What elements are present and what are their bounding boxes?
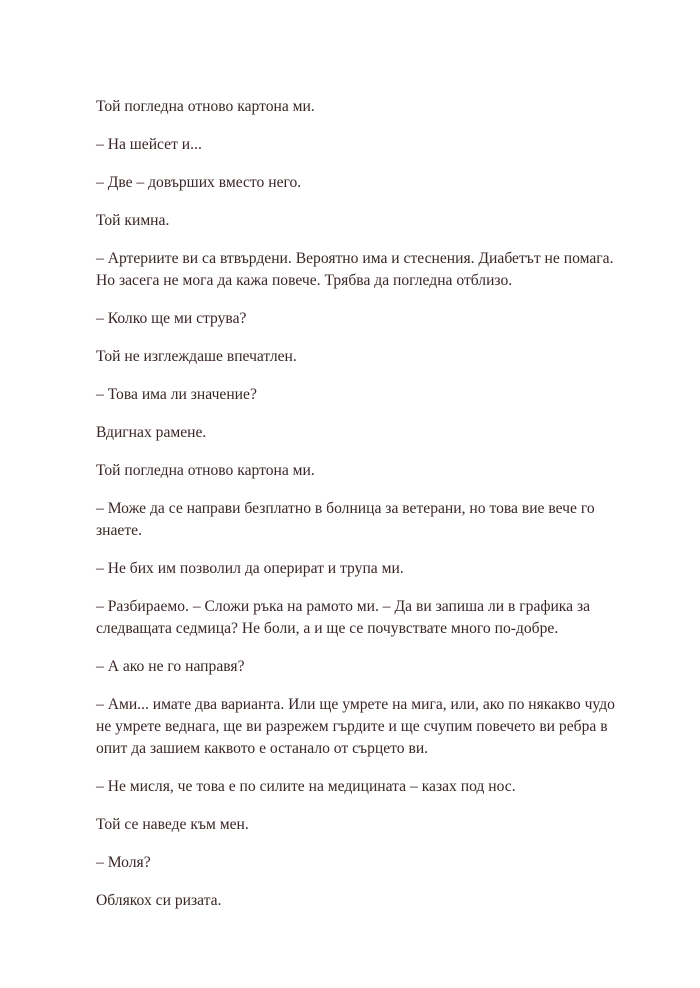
- paragraph: – Моля?: [96, 854, 151, 871]
- paragraph: – Не мисля, че това е по силите на медицината – казах под нос.: [96, 778, 516, 795]
- paragraph: – Две – довърших вместо него.: [96, 174, 302, 191]
- paragraph: – Колко ще ми струва?: [96, 310, 247, 327]
- paragraph: – Това има ли значение?: [96, 386, 257, 403]
- page-text: [96, 96, 616, 928]
- paragraph: – Разбираемо. – Сложи ръка на рамото ми. – Да ви запиша ли в графика за следващата седмица? Не боли, а и ще се почувствате много по-добре.: [96, 598, 591, 637]
- paragraph: – Може да се направи безплатно в болница за ветерани, но това вие вече го знаете.: [96, 500, 595, 539]
- paragraph: Той погледна отново картона ми.: [96, 462, 315, 479]
- paragraph: – На шейсет и...: [96, 136, 202, 153]
- paragraph: – А ако не го направя?: [96, 658, 245, 675]
- paragraph: Той погледна отново картона ми.: [96, 98, 315, 115]
- paragraph: Вдигнах рамене.: [96, 424, 207, 441]
- paragraph: Той не изглеждаше впечатлен.: [96, 348, 297, 365]
- paragraph: – Ами... имате два варианта. Или ще умрете на мига, или, ако по някакво чудо не умрете веднага, ще ви разрежем гърдите и ще счупим повечето ви ребра в опит да зашием каквото е останало от сърцето ви.: [96, 696, 615, 757]
- paragraph: – Не бих им позволил да оперират и трупа ми.: [96, 560, 404, 577]
- paragraph: Облякох си ризата.: [96, 892, 222, 909]
- paragraph: – Артериите ви са втвърдени. Вероятно има и стеснения. Диабетът не помага. Но засега не мога да кажа повече. Трябва да погледна отблизо.: [96, 250, 614, 289]
- paragraph: Той кимна.: [96, 212, 170, 229]
- paragraph: Той се наведе към мен.: [96, 816, 249, 833]
